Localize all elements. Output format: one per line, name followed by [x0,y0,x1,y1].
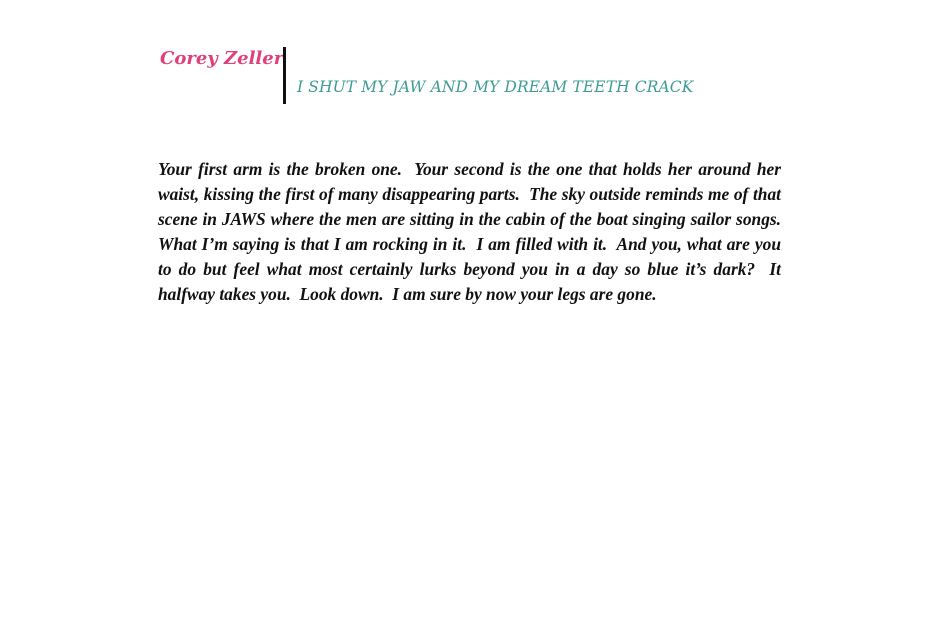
header-divider [283,47,286,104]
poem-title: I SHUT MY JAW AND MY DREAM TEETH CRACK [297,78,694,96]
poem-body: Your first arm is the broken one. Your second is the one that holds her around her waist, kissing the first of many disappearing parts. The sky outside reminds me of that scene in JAWS where the men are sitting in the cabin of the boat singing sailor songs. What I’m saying is that I am rocking in it. I am filled with it. And you, what are you to do but feel what most certainly lurks beyond you in a day so blue it’s dark? It halfway takes you. Look down. I am sure by now your legs are gone. [158,159,790,304]
author-name: Corey Zeller [160,48,284,69]
